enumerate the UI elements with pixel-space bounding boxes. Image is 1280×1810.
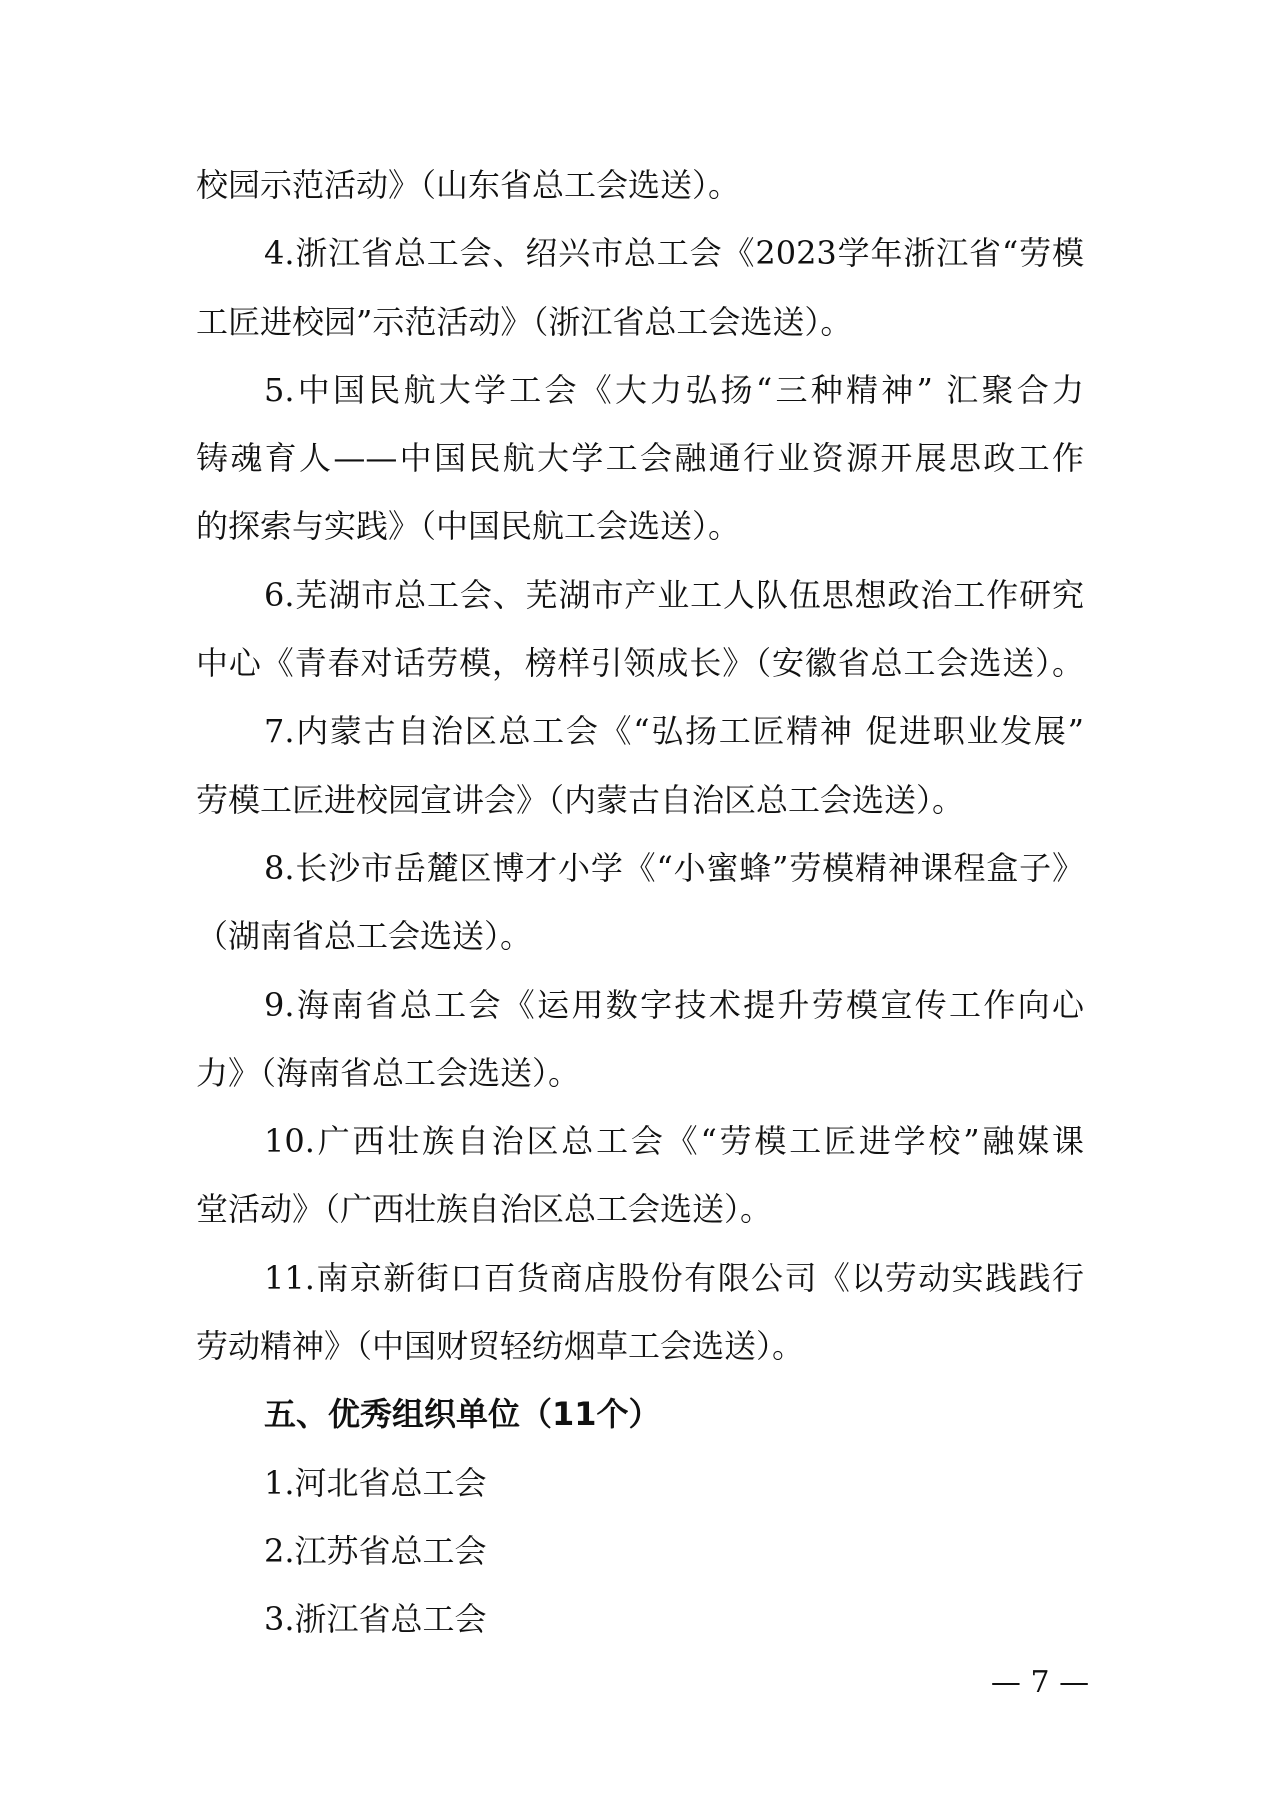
text-line: 4.浙江省总工会、绍兴市总工会《2023学年浙江省“劳模: [264, 234, 1084, 273]
document-body: [196, 162, 1084, 1665]
text-line: 11.南京新街口百货商店股份有限公司《以劳动实践践行: [264, 1258, 1084, 1297]
text-line: 10.广西壮族自治区总工会《“劳模工匠进学校”融媒课: [264, 1122, 1084, 1161]
text-line: 力》（海南省总工会选送）。: [196, 1053, 581, 1092]
text-line: 1.河北省总工会: [264, 1463, 487, 1502]
section-heading: 五、优秀组织单位（11个）: [264, 1395, 661, 1434]
text-line: 2.江苏省总工会: [264, 1531, 487, 1570]
text-line: 堂活动》（广西壮族自治区总工会选送）。: [196, 1190, 773, 1229]
text-line: 8.长沙市岳麓区博才小学《“小蜜蜂”劳模精神课程盒子》: [264, 848, 1084, 887]
text-line: 铸魂育人——中国民航大学工会融通行业资源开展思政工作: [196, 439, 1084, 478]
text-line: 9.海南省总工会《运用数字技术提升劳模宣传工作向心: [264, 985, 1084, 1024]
text-line: 劳动精神》（中国财贸轻纺烟草工会选送）。: [196, 1327, 805, 1366]
text-line: 7.内蒙古自治区总工会《“弘扬工匠精神 促进职业发展”: [264, 712, 1084, 751]
text-line: 3.浙江省总工会: [264, 1600, 487, 1639]
text-line: 的探索与实践》（中国民航工会选送）。: [196, 507, 741, 546]
text-line: 中心《青春对话劳模，榜样引领成长》（安徽省总工会选送）。: [196, 644, 1084, 683]
text-line: 工匠进校园”示范活动》（浙江省总工会选送）。: [196, 302, 853, 341]
text-line: 劳模工匠进校园宣讲会》（内蒙古自治区总工会选送）。: [196, 780, 965, 819]
text-line: （湖南省总工会选送）。: [196, 917, 533, 956]
text-line: 6.芜湖市总工会、芜湖市产业工人队伍思想政治工作研究: [264, 575, 1084, 614]
text-line: 5.中国民航大学工会《大力弘扬“三种精神” 汇聚合力: [264, 370, 1084, 409]
page-number: — 7 —: [990, 1665, 1090, 1700]
text-line: 校园示范活动》（山东省总工会选送）。: [196, 166, 741, 204]
